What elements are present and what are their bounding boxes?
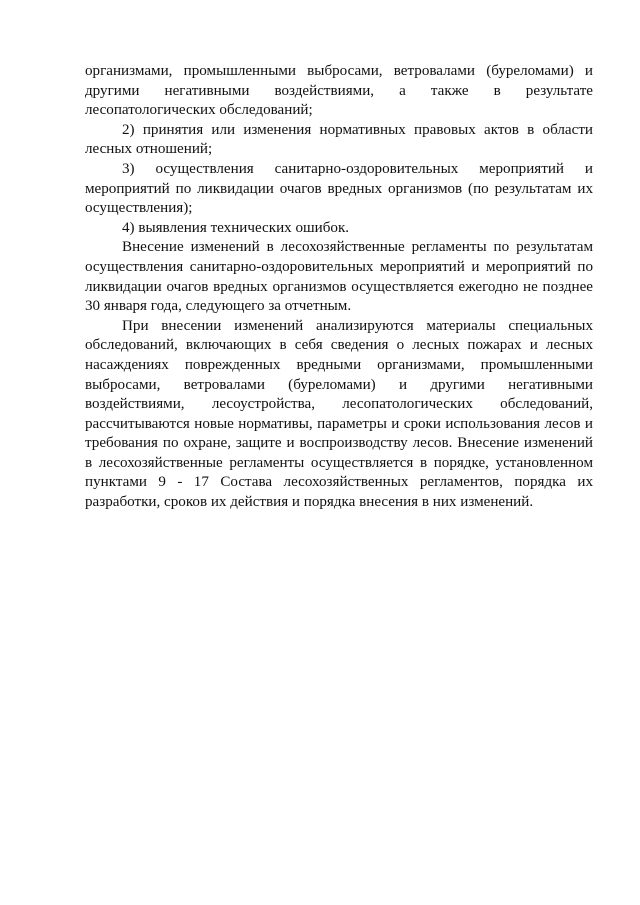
paragraph-item-3: 3) осуществления санитарно-оздоровительных мероприятий и мероприятий по ликвидации очагов вредных организмов (по результатам их осуществления); xyxy=(85,160,593,217)
paragraph-continuation: организмами, промышленными выбросами, ветровалами (буреломами) и другими негативными воздействиями, а также в результате лесопатологических обследований; xyxy=(85,63,593,119)
paragraph-annual-changes: Внесение изменений в лесохозяйственные регламенты по результатам осуществления санитарно-оздоровительных мероприятий и мероприятий по ликвидации очагов вредных организмов осуществляется ежегодно не позднее 30 января года, следующего за отчетным. xyxy=(85,239,593,315)
document-body xyxy=(85,62,593,513)
paragraph-item-2: 2) принятия или изменения нормативных правовых актов в области лесных отношений; xyxy=(85,121,593,158)
paragraph-item-4: 4) выявления технических ошибок. xyxy=(122,219,350,236)
paragraph-analysis: При внесении изменений анализируются материалы специальных обследований, включающих в себя сведения о лесных пожарах и лесных насаждениях поврежденных вредными организмами, промышленными выбросами, ветровалами (буреломами) и другими негативными воздействиями, лесоустройства, лесопатологических обследований, рассчитываются новые нормативы, параметры и сроки использования лесов и требования по охране, защите и воспроизводству лесов. Внесение изменений в лесохозяйственные регламенты осуществляется в порядке, установленном пунктами 9 - 17 Состава лесохозяйственных регламентов, порядка их разработки, сроков их действия и порядка внесения в них изменений. xyxy=(85,317,593,511)
